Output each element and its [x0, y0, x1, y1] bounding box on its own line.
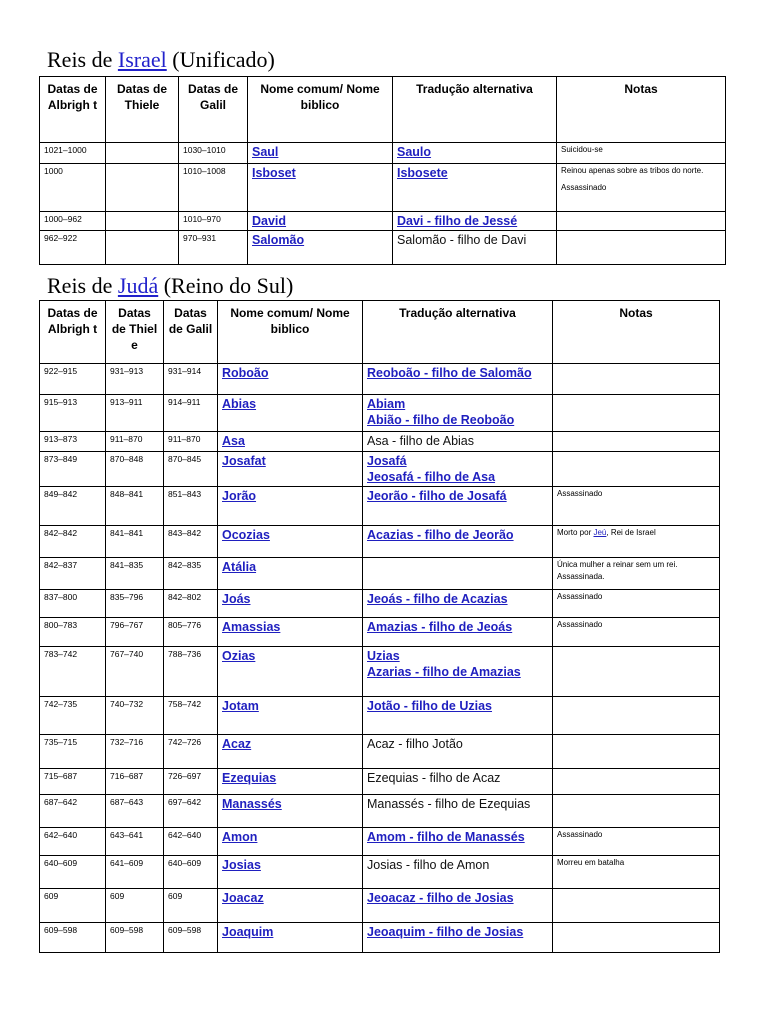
alt-translation-text: Salomão - filho de Davi — [397, 232, 527, 247]
notes-cell — [553, 364, 720, 395]
alt-translation-link[interactable]: Josafá — [367, 454, 407, 468]
table-row — [40, 697, 720, 735]
table-row — [40, 618, 720, 647]
table-row — [40, 735, 720, 769]
king-name-link[interactable]: Acaz — [222, 737, 252, 751]
common-name-cell — [218, 828, 363, 856]
common-name-cell — [248, 230, 393, 264]
note-text: Assassinado — [557, 489, 603, 498]
note-text: Única mulher a reinar sem um rei. Assassinada. — [557, 560, 678, 581]
date-cell-albright: 609–598 — [40, 923, 106, 953]
table-row — [40, 452, 720, 487]
date-cell-thiele: 643–641 — [106, 828, 164, 856]
notes-cell — [553, 558, 720, 590]
date-cell-galil: 851–843 — [164, 487, 218, 526]
date-cell-albright: 1021–1000 — [40, 143, 106, 164]
note-text: Reinou apenas sobre as tribos do norte. — [561, 165, 704, 175]
alt-translation-cell — [363, 487, 553, 526]
king-name-link[interactable]: Joás — [222, 592, 251, 606]
king-name-link[interactable]: Amassias — [222, 620, 281, 634]
date-cell-thiele: 913–911 — [106, 395, 164, 432]
table-row — [40, 230, 726, 264]
king-name-link[interactable]: Josafat — [222, 454, 266, 468]
king-name-link[interactable]: David — [252, 213, 287, 228]
table-row — [40, 590, 720, 618]
date-cell-albright: 1000–962 — [40, 211, 106, 230]
table-row — [40, 163, 726, 211]
date-cell-albright: 642–640 — [40, 828, 106, 856]
king-name-link[interactable]: Ezequias — [222, 771, 277, 785]
date-cell-albright: 849–842 — [40, 487, 106, 526]
common-name-cell — [218, 487, 363, 526]
juda-section-title — [47, 273, 293, 299]
date-cell-albright: 922–915 — [40, 364, 106, 395]
king-name-link[interactable]: Salomão — [252, 232, 305, 247]
alt-translation-cell — [363, 828, 553, 856]
date-cell-galil: 1030–1010 — [179, 143, 248, 164]
date-cell-galil: 911–870 — [164, 432, 218, 452]
alt-translation-text: Asa - filho de Abias — [367, 434, 475, 448]
date-cell-thiele: 796–767 — [106, 618, 164, 647]
alt-translation-link[interactable]: Amazias - filho de Jeoás — [367, 620, 513, 634]
common-name-cell — [248, 211, 393, 230]
header-albright-dates: Datas de Albrigh t — [40, 77, 106, 143]
date-cell-galil: 609–598 — [164, 923, 218, 953]
king-name-link[interactable]: Saul — [252, 145, 279, 159]
juda-title-link[interactable]: Judá — [117, 273, 159, 298]
table-row — [40, 828, 720, 856]
alt-translation-cell — [393, 143, 557, 164]
common-name-cell — [218, 395, 363, 432]
date-cell-thiele: 687–643 — [106, 795, 164, 828]
date-cell-albright: 837–800 — [40, 590, 106, 618]
notes-cell — [557, 163, 726, 211]
date-cell-albright: 640–609 — [40, 856, 106, 889]
alt-translation-cell — [363, 618, 553, 647]
alt-translation-cell — [363, 395, 553, 432]
header-thiele-dates: Datas de Thiel e — [106, 301, 164, 364]
israel-title-suffix: (Unificado) — [166, 47, 275, 72]
date-cell-thiele: 870–848 — [106, 452, 164, 487]
header-common-name: Nome comum/ Nome biblico — [218, 301, 363, 364]
date-cell-galil: 842–802 — [164, 590, 218, 618]
date-cell-thiele — [106, 230, 179, 264]
table-row — [40, 211, 726, 230]
date-cell-galil: 742–726 — [164, 735, 218, 769]
table-row — [40, 487, 720, 526]
header-notes: Notas — [553, 301, 720, 364]
alt-translation-cell — [363, 697, 553, 735]
alt-translation-cell — [363, 769, 553, 795]
alt-translation-link[interactable]: Jotão - filho de Uzias — [367, 699, 493, 713]
alt-translation-cell — [363, 364, 553, 395]
notes-cell — [553, 452, 720, 487]
notes-cell — [557, 143, 726, 164]
king-name-link[interactable]: Ozias — [222, 649, 256, 663]
date-cell-galil: 870–845 — [164, 452, 218, 487]
notes-cell — [553, 590, 720, 618]
date-cell-thiele — [106, 163, 179, 211]
alt-translation-link[interactable]: Abião - filho de Reoboão — [367, 413, 515, 427]
king-name-link[interactable]: Roboão — [222, 366, 269, 380]
notes-cell — [553, 828, 720, 856]
table-row — [40, 526, 720, 558]
date-cell-thiele: 641–609 — [106, 856, 164, 889]
note-link[interactable]: Jeú — [593, 528, 607, 537]
date-cell-galil: 609 — [164, 889, 218, 923]
king-name-link[interactable]: Isboset — [252, 165, 296, 180]
alt-translation-link[interactable]: Jeoacaz - filho de Josias — [367, 891, 514, 905]
alt-translation-text: Acaz - filho Jotão — [367, 737, 463, 751]
common-name-cell — [218, 590, 363, 618]
date-cell-albright: 742–735 — [40, 697, 106, 735]
notes-cell — [553, 795, 720, 828]
date-cell-albright: 783–742 — [40, 647, 106, 697]
table-row — [40, 769, 720, 795]
king-name-link[interactable]: Joacaz — [222, 891, 264, 905]
king-name-link[interactable]: Jotam — [222, 699, 259, 713]
header-common-name: Nome comum/ Nome biblico — [248, 77, 393, 143]
header-galil-dates: Datas de Galil — [164, 301, 218, 364]
israel-kings-table — [39, 76, 726, 265]
common-name-cell — [248, 163, 393, 211]
juda-kings-table — [39, 300, 720, 953]
note-text: Morreu em batalha — [557, 858, 625, 867]
table-header-row — [40, 77, 726, 143]
notes-cell — [553, 487, 720, 526]
common-name-cell — [218, 558, 363, 590]
note-text: Assassinado — [561, 183, 607, 192]
date-cell-galil: 788–736 — [164, 647, 218, 697]
date-cell-galil: 640–609 — [164, 856, 218, 889]
alt-translation-link[interactable]: Uzias — [367, 649, 400, 663]
common-name-cell — [218, 364, 363, 395]
notes-cell — [553, 735, 720, 769]
note-text: Assassinado — [557, 620, 603, 629]
alt-translation-link[interactable]: Davi - filho de Jessé — [397, 213, 518, 228]
notes-cell — [553, 647, 720, 697]
date-cell-galil: 931–914 — [164, 364, 218, 395]
date-cell-thiele: 848–841 — [106, 487, 164, 526]
table-row — [40, 143, 726, 164]
notes-cell — [553, 618, 720, 647]
date-cell-albright: 609 — [40, 889, 106, 923]
israel-section-title — [47, 47, 275, 73]
header-galil-dates: Datas de Galil — [179, 77, 248, 143]
table-row — [40, 364, 720, 395]
date-cell-albright: 735–715 — [40, 735, 106, 769]
date-cell-galil: 1010–970 — [179, 211, 248, 230]
date-cell-thiele — [106, 143, 179, 164]
alt-translation-link[interactable]: Jeoás - filho de Acazias — [367, 592, 508, 606]
alt-translation-cell — [363, 526, 553, 558]
table-header-row — [40, 301, 720, 364]
notes-cell — [557, 211, 726, 230]
king-name-link[interactable]: Joaquim — [222, 925, 274, 939]
alt-translation-link[interactable]: Isbosete — [397, 165, 448, 180]
alt-translation-cell — [363, 432, 553, 452]
notes-cell — [553, 395, 720, 432]
notes-cell — [557, 230, 726, 264]
alt-translation-link[interactable]: Acazias - filho de Jeorão — [367, 528, 514, 542]
table-row — [40, 795, 720, 828]
notes-cell — [553, 889, 720, 923]
date-cell-albright: 842–837 — [40, 558, 106, 590]
date-cell-albright: 842–842 — [40, 526, 106, 558]
common-name-cell — [218, 618, 363, 647]
common-name-cell — [248, 143, 393, 164]
date-cell-galil: 914–911 — [164, 395, 218, 432]
alt-translation-cell — [363, 735, 553, 769]
date-cell-galil: 1010–1008 — [179, 163, 248, 211]
table-row — [40, 889, 720, 923]
date-cell-albright: 715–687 — [40, 769, 106, 795]
table-row — [40, 395, 720, 432]
alt-translation-cell — [363, 647, 553, 697]
date-cell-thiele: 609–598 — [106, 923, 164, 953]
king-name-link[interactable]: Ocozias — [222, 528, 270, 542]
alt-translation-cell — [363, 889, 553, 923]
date-cell-thiele: 841–841 — [106, 526, 164, 558]
common-name-cell — [218, 697, 363, 735]
common-name-cell — [218, 856, 363, 889]
note-text: Assassinado — [557, 830, 603, 839]
date-cell-thiele: 716–687 — [106, 769, 164, 795]
date-cell-thiele: 911–870 — [106, 432, 164, 452]
header-thiele-dates: Datas de Thiele — [106, 77, 179, 143]
table-row — [40, 432, 720, 452]
date-cell-galil: 843–842 — [164, 526, 218, 558]
israel-title-prefix: Reis de — [47, 47, 118, 72]
king-name-link[interactable]: Atália — [222, 560, 257, 574]
notes-cell — [553, 856, 720, 889]
alt-translation-cell — [363, 923, 553, 953]
common-name-cell — [218, 526, 363, 558]
alt-translation-cell — [363, 558, 553, 590]
notes-cell — [553, 526, 720, 558]
alt-translation-cell — [363, 452, 553, 487]
date-cell-thiele: 767–740 — [106, 647, 164, 697]
alt-translation-text: Josias - filho de Amon — [367, 858, 490, 872]
king-name-link[interactable]: Abias — [222, 397, 257, 411]
alt-translation-link[interactable]: Jeosafá - filho de Asa — [367, 470, 496, 484]
header-alt-translation: Tradução alternativa — [363, 301, 553, 364]
alt-translation-text: Manassés - filho de Ezequias — [367, 797, 531, 811]
date-cell-galil: 697–642 — [164, 795, 218, 828]
notes-cell — [553, 769, 720, 795]
date-cell-galil: 726–697 — [164, 769, 218, 795]
king-name-link[interactable]: Amon — [222, 830, 258, 844]
table-row — [40, 647, 720, 697]
date-cell-thiele: 835–796 — [106, 590, 164, 618]
common-name-cell — [218, 923, 363, 953]
date-cell-galil: 805–776 — [164, 618, 218, 647]
common-name-cell — [218, 889, 363, 923]
table-row — [40, 558, 720, 590]
date-cell-albright: 687–642 — [40, 795, 106, 828]
date-cell-thiele: 841–835 — [106, 558, 164, 590]
alt-translation-link[interactable]: Saulo — [397, 145, 432, 159]
common-name-cell — [218, 795, 363, 828]
notes-cell — [553, 432, 720, 452]
note-text: , Rei de Israel — [606, 528, 656, 537]
alt-translation-text: Ezequias - filho de Acaz — [367, 771, 501, 785]
date-cell-albright: 962–922 — [40, 230, 106, 264]
header-alt-translation: Tradução alternativa — [393, 77, 557, 143]
date-cell-albright: 873–849 — [40, 452, 106, 487]
juda-title-suffix: (Reino do Sul) — [158, 273, 294, 298]
notes-cell — [553, 697, 720, 735]
alt-translation-cell — [393, 163, 557, 211]
alt-translation-link[interactable]: Jeoaquim - filho de Josias — [367, 925, 524, 939]
king-name-link[interactable]: Manassés — [222, 797, 282, 811]
date-cell-albright: 913–873 — [40, 432, 106, 452]
alt-translation-link[interactable]: Jeorão - filho de Josafá — [367, 489, 507, 503]
alt-translation-cell — [363, 856, 553, 889]
date-cell-thiele: 931–913 — [106, 364, 164, 395]
alt-translation-cell — [393, 211, 557, 230]
date-cell-thiele: 609 — [106, 889, 164, 923]
date-cell-albright: 1000 — [40, 163, 106, 211]
table-row — [40, 856, 720, 889]
alt-translation-cell — [393, 230, 557, 264]
date-cell-albright: 915–913 — [40, 395, 106, 432]
date-cell-galil: 758–742 — [164, 697, 218, 735]
header-albright-dates: Datas de Albrigh t — [40, 301, 106, 364]
note-text: Suicidou-se — [561, 145, 603, 154]
date-cell-galil: 642–640 — [164, 828, 218, 856]
date-cell-albright: 800–783 — [40, 618, 106, 647]
date-cell-thiele — [106, 211, 179, 230]
date-cell-thiele: 732–716 — [106, 735, 164, 769]
alt-translation-cell — [363, 795, 553, 828]
common-name-cell — [218, 647, 363, 697]
table-row — [40, 923, 720, 953]
header-notes: Notas — [557, 77, 726, 143]
date-cell-galil: 970–931 — [179, 230, 248, 264]
king-name-link[interactable]: Jorão — [222, 489, 257, 503]
alt-translation-link[interactable]: Amom - filho de Manassés — [367, 830, 525, 844]
common-name-cell — [218, 769, 363, 795]
alt-translation-cell — [363, 590, 553, 618]
note-text: Assassinado — [557, 592, 603, 601]
note-text: Morto por — [557, 528, 594, 537]
israel-title-link[interactable]: Israel — [117, 47, 167, 72]
common-name-cell — [218, 452, 363, 487]
common-name-cell — [218, 735, 363, 769]
common-name-cell — [218, 432, 363, 452]
alt-translation-link[interactable]: Azarias - filho de Amazias — [367, 665, 521, 679]
alt-translation-link[interactable]: Abiam — [367, 397, 406, 411]
king-name-link[interactable]: Asa — [222, 434, 245, 448]
alt-translation-link[interactable]: Reoboão - filho de Salomão — [367, 366, 532, 380]
date-cell-thiele: 740–732 — [106, 697, 164, 735]
king-name-link[interactable]: Josias — [222, 858, 261, 872]
notes-cell — [553, 923, 720, 953]
date-cell-galil: 842–835 — [164, 558, 218, 590]
juda-title-prefix: Reis de — [47, 273, 118, 298]
